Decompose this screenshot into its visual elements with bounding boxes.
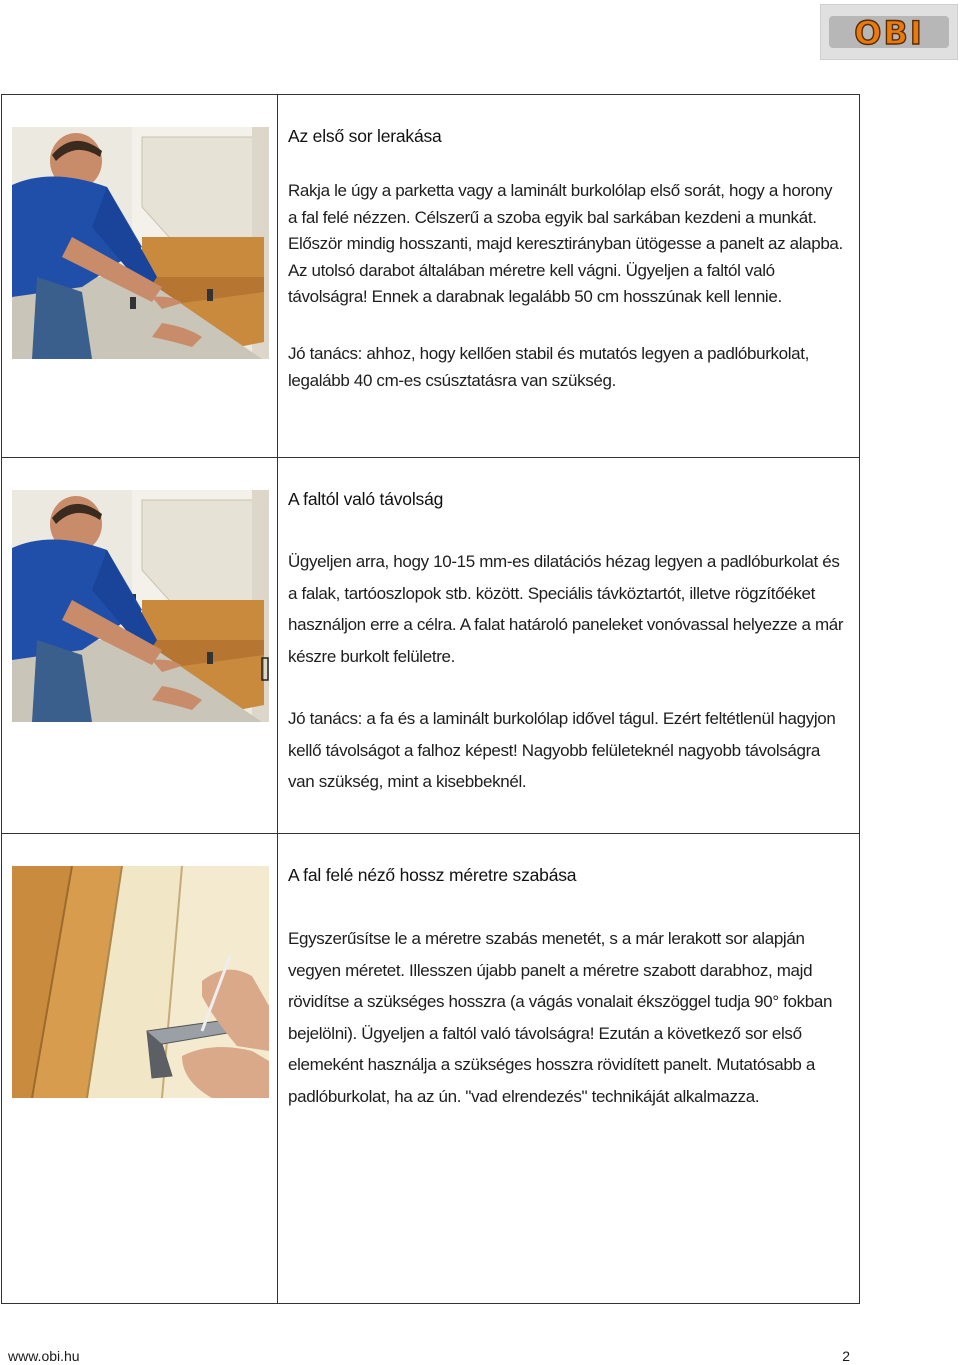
- marking-plank-with-square-photo: [12, 866, 269, 1098]
- section-heading: Az első sor lerakása: [288, 126, 442, 146]
- section-paragraph: Egyszerűsítse le a méretre szabás menetét, s a már lerakott sor alapján vegyen méretet. Illesszen újabb panelt a méretre szabott darabhoz, majd rövidítse a szükséges hosszra (a vágás vonalait ékszöggel tudja 90° fokban bejelölni). Ügyeljen a faltól való távolságra! Ezután a következő sor első elemeként használja a szükséges hosszra rövidített panelt. Mutatósabb a padlóburkolat, ha az ún. "vad elrendezés" technikáját alkalmazza.: [288, 929, 833, 1106]
- text-cell: [288, 458, 845, 833]
- section-heading: A fal felé néző hossz méretre szabása: [288, 865, 577, 885]
- tip-paragraph: Jó tanács: a fa és a laminált burkolólap idővel tágul. Ezért feltétlenül hagyjon kellő távolságot a falhoz képest! Nagyobb felületeknél nagyobb távolságra van szükség, mint a kisebbeknél.: [288, 709, 836, 791]
- man-laying-flooring-photo: [12, 490, 269, 722]
- section-paragraph: Ügyeljen arra, hogy 10-15 mm-es dilatációs hézag legyen a padlóburkolat és a falak, tartóoszlopok stb. között. Speciális távköztartót, illetve rögzítőéket használjon erre a célra. A falat határoló paneleket vonóvassal helyezze a már készre burkolt felületre.: [288, 552, 844, 666]
- text-cell: [288, 95, 845, 457]
- section-paragraph: Rakja le úgy a parketta vagy a laminált burkolólap első sorát, hogy a horony a fal felé nézzen. Célszerű a szoba egyik bal sarkában kezdeni a munkát. Először mindig hosszanti, majd keresztirányban ütögesse a panelt az alapba. Az utolsó darabot általában méretre kell vágni. Ügyeljen a faltól való távolságra! Ennek a darabnak legalább 50 cm hosszúnak kell lennie.: [288, 181, 843, 306]
- image-cell: [2, 834, 278, 1303]
- footer-url[interactable]: www.obi.hu: [8, 1348, 80, 1364]
- obi-logo: [820, 4, 958, 60]
- man-laying-flooring-photo: [12, 127, 269, 359]
- section-row-1: [2, 95, 859, 457]
- logo-text: OBI: [854, 14, 924, 52]
- image-cell: [2, 95, 278, 457]
- page-number: 2: [842, 1348, 850, 1364]
- instructions-table: [1, 94, 860, 1304]
- section-heading: A faltól való távolság: [288, 489, 444, 509]
- obi-logo-icon: [827, 12, 951, 52]
- text-cell: [288, 834, 845, 1303]
- image-cell: [2, 458, 278, 833]
- section-row-3: [2, 833, 859, 1303]
- tip-paragraph: Jó tanács: ahhoz, hogy kellően stabil és mutatós legyen a padlóburkolat, legalább 40 cm-es csúsztatásra van szükség.: [288, 344, 810, 390]
- section-row-2: [2, 457, 859, 833]
